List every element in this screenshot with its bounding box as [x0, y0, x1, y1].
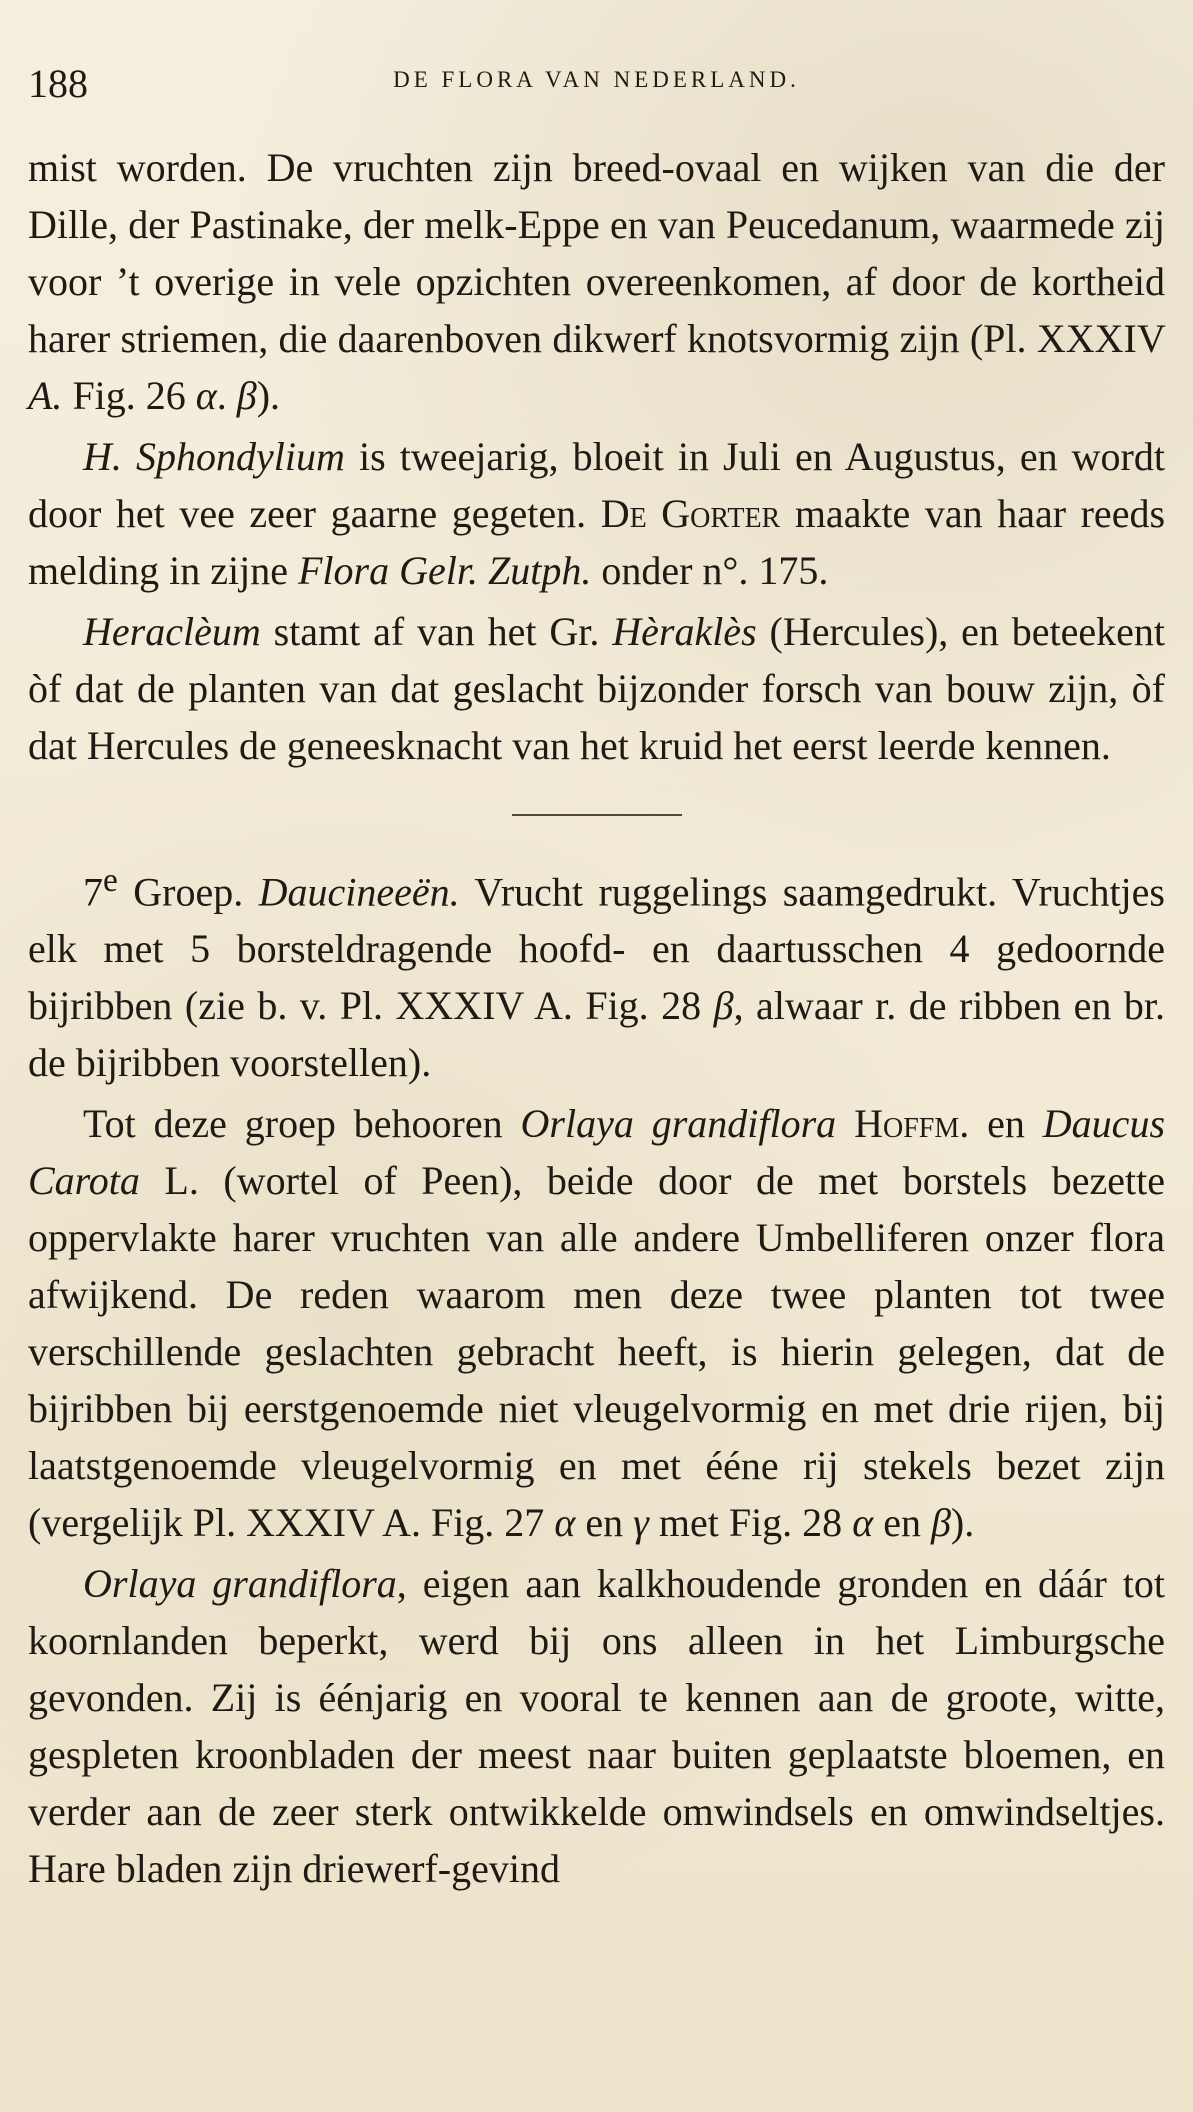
page-header [28, 50, 1165, 110]
paragraph-group-members: Tot deze groep behooren Orlaya grandiflora Hoffm. en Daucus Carota L. (wortel of Peen), beide door de met borstels bezette oppervlakte harer vruchten van alle andere Umbelliferen onzer flora afwijkend. De reden waarom men deze twee planten tot twee verschillende geslachten gebracht heeft, is hierin gelegen, dat de bijribben bij eerstgenoemde niet vleugelvormig en met drie rijen, bij laatstgenoemde vleugelvormig en met ééne rij stekels bezet zijn (vergelijk Pl. XXXIV A. Fig. 27 α en γ met Fig. 28 α en β). [28, 1101, 1166, 1546]
page-body [28, 139, 1165, 1897]
running-title: DE FLORA VAN NEDERLAND. [393, 67, 800, 92]
paragraph-heracleum-fruits: mist worden. De vruchten zijn breed-ovaal en wijken van die der Dille, der Pastinake, der melk-Eppe en van Peucedanum, waarmede zij voor ’t overige in vele opzichten overeenkomen, af door de kortheid harer striemen, die daarenboven dikwerf knotsvormig zijn (Pl. XXXIV A. Fig. 26 α. β). [28, 145, 1165, 418]
paragraph-sphondylium: H. Sphondylium is tweejarig, bloeit in Juli en Augustus, en wordt door het vee zeer gaarne gegeten. De Gorter maakte van haar reeds melding in zijne Flora Gelr. Zutph. onder n°. 175. [28, 434, 1166, 593]
paragraph-daucineae-group: 7e Groep. Daucineeën. Vrucht ruggelings saamgedrukt. Vruchtjes elk met 5 borsteldragende hoofd- en daartusschen 4 gedoornde bijribben (zie b. v. Pl. XXXIV A. Fig. 28 β, alwaar r. de ribben en br. de bijribben voorstellen). [28, 862, 1165, 1086]
paragraph-etymology: Heraclèum stamt af van het Gr. Hèraklès (Hercules), en beteekent òf dat de planten van dat geslacht bijzonder forsch van bouw zijn, òf dat Hercules de geneesknacht van het kruid het eerst leerde kennen. [28, 609, 1165, 768]
page-number: 188 [28, 61, 88, 106]
paragraph-orlaya: Orlaya grandiflora, eigen aan kalkhoudende gronden en dáár tot koornlanden beperkt, werd bij ons alleen in het Limburgsche gevonden. Zij is éénjarig en vooral te kennen aan de groote, witte, gespleten kroonbladen der meest naar buiten geplaatste bloemen, en verder aan de zeer sterk ontwikkelde omwindsels en omwindseltjes. Hare bladen zijn driewerf-gevind [28, 1561, 1166, 1892]
section-divider [512, 814, 682, 816]
